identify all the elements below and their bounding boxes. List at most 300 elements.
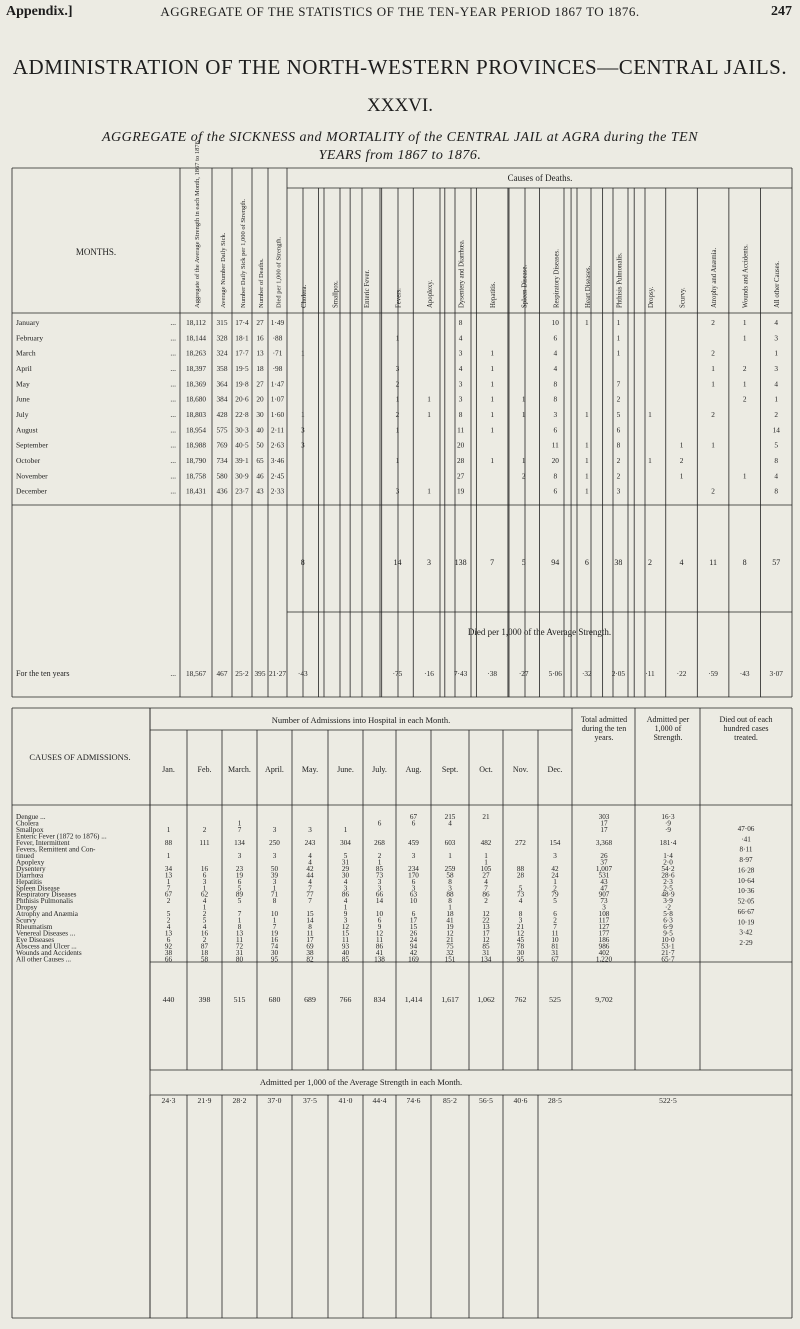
admission-cell: 4 [448, 819, 452, 828]
data-cell: 20 [551, 456, 559, 465]
admission-cell: 92 [164, 942, 173, 951]
admission-cell: 169 [408, 955, 419, 964]
data-cell: 14 [772, 425, 780, 435]
admission-cell: 19 [235, 871, 244, 880]
data-cell: 1 [679, 471, 684, 481]
admission-cell: 2 [377, 851, 382, 860]
data-cell: 3 [458, 394, 463, 404]
cause-header: All other Causes. [774, 260, 782, 308]
admission-cause-label: Eye Diseases [16, 936, 55, 945]
total-admitted-header: during the ten [581, 724, 627, 733]
admission-cell: 4 [518, 897, 523, 906]
data-cell: 3 [774, 364, 779, 373]
admission-per-1000: 3·9 [663, 897, 673, 906]
admission-per-1000: 6·3 [663, 916, 673, 925]
admission-cell: 272 [515, 838, 526, 847]
cause-total: 3 [427, 558, 432, 567]
admission-cell: 7 [308, 897, 312, 906]
admission-cell: 79 [551, 890, 559, 899]
died-per-hundred-header: Died out of each [719, 715, 773, 724]
data-cell: 580 [216, 471, 228, 481]
data-cell: 1 [427, 410, 431, 419]
data-cell: 30·3 [235, 425, 249, 435]
month-label: December [16, 486, 47, 496]
admission-cell: 1 [166, 851, 171, 860]
admission-cell: 5 [237, 897, 242, 906]
data-cell: 1 [490, 410, 494, 419]
data-cell: 2·33 [270, 486, 285, 496]
data-cell: 11 [551, 440, 559, 450]
admission-cell: 482 [480, 838, 492, 847]
admission-total: 303 [598, 813, 610, 821]
month-label: January [16, 318, 40, 327]
admission-cell: 7 [166, 884, 171, 893]
admission-per-1000: 1·4 [663, 851, 673, 860]
admitted-per-1000-total: 522·5 [659, 1096, 677, 1105]
died-value: 10·19 [737, 918, 755, 927]
admitted-per-1000-cell: 41·0 [338, 1096, 353, 1105]
admission-cell: 6 [202, 871, 207, 880]
admission-cell: 1 [343, 903, 348, 912]
month-header: Jan. [162, 765, 175, 774]
admission-per-1000: 6·9 [663, 923, 673, 932]
data-cell: 6 [616, 425, 621, 435]
cause-total: 2 [647, 558, 652, 567]
admission-cell: 31 [551, 949, 559, 958]
month-label: April [16, 364, 32, 373]
admission-cell: 3 [377, 877, 382, 886]
data-cell: 2 [711, 486, 715, 496]
month-total: 834 [373, 995, 386, 1004]
column-header: Number of Deaths. [258, 258, 265, 308]
data-cell: 27 [256, 379, 264, 389]
admission-cell: 2 [166, 897, 171, 906]
data-cell: 384 [216, 394, 228, 404]
admission-total: 186 [598, 936, 610, 945]
admission-cause-label: Apoplexy [16, 858, 45, 867]
data-cell: 65 [256, 456, 264, 465]
data-cell: 1 [490, 456, 494, 465]
admission-cell: 71 [270, 890, 279, 899]
data-cell: 8 [774, 486, 779, 496]
document-title: ADMINISTRATION OF THE NORTH-WESTERN PROVINCES—CENTRAL JAILS. [12, 55, 788, 79]
admission-cell: 215 [444, 813, 456, 821]
admission-total: 47 [600, 884, 608, 893]
died-value: 10·64 [737, 876, 755, 885]
ten-year-cell: 18,567 [185, 669, 207, 678]
admission-cell: 3 [343, 916, 348, 925]
data-cell: 1 [679, 440, 684, 450]
admission-cell: 44 [306, 871, 314, 880]
data-cell: 8 [458, 410, 463, 419]
admission-cell: 63 [409, 890, 418, 899]
data-cell: 18·1 [235, 333, 249, 343]
admission-total: 907 [598, 890, 610, 899]
died-value: 16·28 [737, 866, 755, 875]
data-cell: 3 [395, 364, 400, 373]
died-per-hundred-header: hundred cases [723, 724, 769, 733]
data-cell: 4 [774, 318, 779, 327]
admission-cell: 1 [484, 858, 488, 867]
admission-cause-label: Abscess and Ulcer ... [16, 942, 77, 951]
admission-cell: 151 [444, 955, 456, 964]
admission-cell: 3 [377, 884, 382, 893]
month-label: November [16, 471, 48, 481]
admitted-per-1000-cell: 37·5 [303, 1096, 317, 1105]
admission-cell: 1 [553, 877, 557, 886]
admission-cell: 13 [164, 871, 173, 880]
leader-dots: ... [170, 456, 176, 465]
admitted-per-1000-cell: 56·5 [479, 1096, 493, 1105]
data-cell: 50 [256, 440, 264, 450]
data-cell: ·98 [272, 364, 283, 373]
admission-cell: 7 [553, 923, 557, 932]
admission-cell: 31 [235, 949, 244, 958]
data-cell: 1 [490, 364, 494, 373]
data-cell: 4 [458, 333, 463, 343]
admission-cell: 85 [341, 955, 350, 964]
admission-cell: 1 [484, 851, 488, 860]
data-cell: 30 [256, 410, 264, 419]
ten-year-cell: ·38 [487, 669, 498, 678]
admission-cell: 81 [551, 942, 559, 951]
admission-total: 127 [598, 923, 610, 932]
admission-total: 986 [598, 942, 610, 951]
admission-per-1000: 2·3 [663, 877, 673, 886]
data-cell: 18,680 [185, 394, 207, 404]
admission-cell: 17 [409, 916, 418, 925]
admitted-per-1000-cell: 40·6 [513, 1096, 528, 1105]
admission-total: 37 [600, 858, 608, 867]
ten-year-cell: ·16 [424, 669, 434, 678]
admission-cell: 42 [551, 864, 559, 873]
months-header: MONTHS. [75, 247, 117, 257]
admission-cell: 12 [482, 936, 490, 945]
month-label: August [16, 425, 38, 435]
total-admitted-header: years. [594, 733, 614, 742]
month-label: September [16, 440, 49, 450]
data-cell: 1·49 [270, 318, 285, 327]
admission-cell: 42 [409, 949, 418, 958]
data-cell: 18,790 [185, 456, 207, 465]
data-cell: 5 [616, 410, 621, 419]
ten-year-cell: 395 [254, 669, 266, 678]
data-cell: 3 [774, 333, 779, 343]
admission-cell: 86 [375, 942, 384, 951]
data-cell: 1 [521, 410, 526, 419]
admission-cell: 234 [408, 864, 419, 873]
admission-per-1000: 2·0 [663, 858, 673, 867]
admission-total: 17 [600, 819, 608, 828]
admission-cell: 3 [518, 916, 523, 925]
data-cell: 358 [216, 364, 228, 373]
admitted-per-1000-cell: 85·2 [443, 1096, 457, 1105]
ten-year-cell: 3·07 [769, 669, 783, 678]
data-cell: 1 [585, 318, 589, 327]
admission-cell: 45 [516, 936, 525, 945]
cause-header: Fevers. [395, 288, 403, 308]
admission-cell: 12 [516, 929, 525, 938]
admission-cell: 21 [446, 936, 454, 945]
month-total: 525 [549, 995, 561, 1004]
cause-header: Dysentery and Diarrhœa. [458, 239, 466, 308]
admission-cell: 138 [374, 955, 385, 964]
data-cell: 22·8 [235, 410, 249, 419]
data-cell: 1·47 [270, 379, 285, 389]
month-total: 1,617 [441, 995, 459, 1004]
admission-cell: 58 [200, 955, 209, 964]
admission-cell: 8 [518, 910, 523, 919]
admission-cause-label: Fever, Intermittent [16, 838, 70, 847]
cause-header: Enteric Fever. [363, 269, 371, 308]
ten-year-cell: ·43 [297, 669, 308, 678]
admission-cell: 3 [202, 877, 207, 886]
admission-cell: 1 [202, 903, 207, 912]
month-label: October [16, 456, 41, 465]
admission-cell: 66 [164, 955, 173, 964]
admission-cell: 41 [375, 949, 384, 958]
admitted-per-1000-header: 1,000 of [654, 724, 682, 733]
admission-cell: 111 [199, 838, 210, 847]
admission-cell: 3 [553, 851, 557, 860]
admission-total: 117 [598, 916, 610, 925]
admission-cell: 6 [377, 916, 382, 925]
admission-total: 17 [600, 825, 608, 834]
admission-cause-label: Respiratory Diseases [16, 890, 77, 899]
admission-per-1000: 54·2 [661, 864, 675, 873]
cause-total: 57 [772, 558, 781, 567]
data-cell: 18,263 [185, 348, 207, 358]
admission-cell: 5 [166, 910, 171, 919]
admission-cause-label: Phthisis Pulmonalis [16, 897, 73, 906]
admission-cell: 15 [341, 929, 350, 938]
column-header: Died per 1,000 of Strength. [275, 236, 283, 308]
month-header: Feb. [197, 765, 212, 774]
admission-cell: 3 [272, 825, 277, 834]
admission-total: 43 [600, 877, 608, 886]
admission-per-1000: 2·5 [663, 884, 673, 893]
admission-cell: 39 [270, 871, 279, 880]
data-cell: 1 [616, 318, 621, 327]
cause-total: 4 [679, 558, 684, 567]
admission-per-1000: ·9 [665, 819, 671, 828]
leader-dots: ... [170, 348, 176, 358]
data-cell: ·71 [272, 348, 283, 358]
admission-cell: 1 [448, 903, 452, 912]
data-cell: 436 [216, 486, 228, 496]
admission-cell: 2 [553, 884, 557, 893]
admission-cell: 134 [234, 838, 245, 847]
cause-header: Phthisis Pulmonalis. [616, 252, 624, 308]
cause-header: Respiratory Diseases. [553, 249, 561, 308]
died-value: 66·67 [737, 907, 755, 916]
leader-dots: ... [170, 333, 176, 343]
month-header: Sept. [441, 765, 459, 774]
admission-cell: 6 [377, 819, 382, 828]
admission-cell: 6 [411, 819, 416, 828]
page-header-title: AGGREGATE OF THE STATISTICS OF THE TEN-YEAR PERIOD 1867 TO 1876. [160, 4, 640, 19]
data-cell: 1 [616, 333, 621, 343]
data-cell: 1 [711, 364, 715, 373]
admission-cell: 16 [200, 929, 209, 938]
section-number: XXXVI. [367, 95, 433, 116]
admission-total: 26 [600, 851, 608, 860]
causes-of-admissions-header: CAUSES OF ADMISSIONS. [29, 752, 131, 762]
died-per-1000-label: Died per 1,000 of the Average Strength. [467, 627, 612, 637]
data-cell: 575 [216, 425, 228, 435]
data-cell: 5 [774, 440, 779, 450]
admission-cell: 10 [409, 897, 418, 906]
column-header: Number Daily Sick per 1,000 of Strength. [240, 198, 247, 308]
admission-cell: 11 [236, 936, 243, 945]
admission-cell: 4 [202, 923, 207, 932]
admission-cell: 6 [237, 877, 242, 886]
admission-cell: 9 [343, 910, 348, 919]
month-total: 398 [198, 995, 211, 1004]
admission-cell: 86 [341, 890, 350, 899]
data-cell: 20 [456, 440, 465, 450]
admission-cell: 6 [411, 910, 416, 919]
admission-cell: 6 [553, 910, 557, 919]
cause-total: 7 [490, 558, 495, 567]
admission-cell: 2 [202, 936, 207, 945]
admission-cause-label: Wounds and Accidents [16, 949, 82, 958]
data-cell: 1·60 [270, 410, 285, 419]
ten-year-cell: 7·43 [453, 669, 468, 678]
admission-cell: 88 [516, 864, 525, 873]
data-cell: 1 [490, 348, 494, 358]
data-cell: 27 [456, 471, 465, 481]
data-cell: 2·11 [270, 425, 285, 435]
admission-cell: 12 [446, 929, 454, 938]
died-value: 3·42 [739, 928, 753, 937]
data-cell: 46 [256, 471, 264, 481]
data-cell: 1 [300, 348, 305, 358]
data-cell: 3 [300, 440, 305, 450]
admissions-group-header: Number of Admissions into Hospital in each Month. [271, 715, 451, 725]
died-value: 2·29 [739, 939, 753, 948]
data-cell: 43 [256, 486, 264, 496]
month-header: Nov. [512, 765, 529, 774]
data-cell: 3 [616, 486, 621, 496]
admission-cell: 88 [446, 890, 454, 899]
admission-cell: 4 [202, 897, 207, 906]
admission-cell: 7 [237, 825, 242, 834]
data-cell: 19·8 [235, 379, 249, 389]
admission-cell: 67 [409, 813, 418, 821]
admission-total: 73 [600, 897, 608, 906]
admission-cell: 8 [448, 897, 452, 906]
died-per-hundred-header: treated. [734, 733, 758, 742]
admission-cell: 5 [553, 897, 557, 906]
data-cell: 1·07 [270, 394, 285, 404]
month-total: 1,414 [404, 995, 423, 1004]
data-cell: 3 [395, 486, 400, 496]
admission-per-1000: 16·3 [661, 813, 675, 821]
page-header-left: Appendix.] [6, 4, 73, 19]
admission-per-1000: 21·7 [661, 949, 675, 958]
data-cell: 324 [216, 348, 228, 358]
admission-cell: 154 [549, 838, 561, 847]
admission-cell: 9 [377, 923, 382, 932]
admission-cell: 30 [341, 871, 350, 880]
data-cell: 1 [648, 456, 652, 465]
data-cell: 1 [774, 348, 779, 358]
admission-cell: 85 [375, 864, 384, 873]
month-header: April. [265, 765, 284, 774]
admission-cell: 1 [202, 884, 207, 893]
leader-dots: ... [170, 318, 176, 327]
data-cell: 1 [395, 425, 400, 435]
admission-cause-label: Spleen Disease [16, 884, 60, 893]
data-cell: 18,954 [185, 425, 207, 435]
data-cell: 2·63 [270, 440, 285, 450]
data-cell: 2 [679, 456, 684, 465]
admission-cause-label: Fevers, Remittent and Con- [16, 845, 96, 854]
month-header: June. [337, 765, 354, 774]
leader-dots: ... [170, 440, 176, 450]
data-cell: 2 [616, 456, 621, 465]
admission-cell: 16 [270, 936, 279, 945]
cause-header: Scurvy. [679, 287, 687, 308]
admission-cell: 75 [446, 942, 454, 951]
admission-cause-label: Dysentery [16, 864, 46, 873]
admission-cell: 30 [270, 949, 279, 958]
admission-cell: 89 [235, 890, 244, 899]
admission-cause-label: Dengue ... [16, 813, 46, 821]
data-cell: 1 [300, 410, 305, 419]
admission-cell: 7 [237, 910, 242, 919]
data-cell: 8 [553, 379, 558, 389]
data-cell: 19·5 [235, 364, 249, 373]
admitted-per-1000-cell: 37·0 [267, 1096, 282, 1105]
admission-cell: 21 [482, 813, 490, 821]
data-cell: 3·46 [270, 456, 285, 465]
month-header: July. [372, 765, 387, 774]
admission-cell: 69 [306, 942, 314, 951]
leader-dots: ... [170, 410, 176, 419]
admitted-per-1000-header: Admitted per [646, 715, 690, 724]
ten-year-cell: 21·27 [268, 669, 287, 678]
month-total: 766 [339, 995, 352, 1004]
admission-cell: 3 [308, 825, 312, 834]
admission-cell: 18 [446, 910, 454, 919]
admission-cell: 4 [343, 897, 348, 906]
admission-cell: 31 [482, 949, 490, 958]
data-cell: 8 [458, 318, 463, 327]
admission-total: 3 [602, 903, 606, 912]
data-cell: 17·4 [235, 318, 249, 327]
data-cell: 1 [395, 333, 400, 343]
month-header: Dec. [547, 765, 563, 774]
ten-year-cell: 467 [216, 669, 228, 678]
admission-total: 531 [598, 871, 610, 880]
data-cell: 1 [742, 471, 747, 481]
admission-cell: 268 [374, 838, 385, 847]
admission-cell: 2 [202, 910, 207, 919]
admission-cause-label: Venereal Diseases ... [16, 929, 76, 938]
admission-cell: 62 [200, 890, 209, 899]
subtitle-line-1: AGGREGATE of the SICKNESS and MORTALITY of the CENTRAL JAIL at AGRA during the TEN [101, 130, 699, 145]
admission-cell: 603 [444, 838, 456, 847]
admission-cell: 6 [411, 877, 416, 886]
admission-cell: 3 [237, 851, 242, 860]
month-total: 680 [268, 995, 281, 1004]
data-cell: 2·45 [270, 471, 285, 481]
admission-cause-label: Atrophy and Anæmia [16, 910, 78, 919]
admission-cell: 73 [516, 890, 525, 899]
data-cell: 18,112 [186, 318, 206, 327]
